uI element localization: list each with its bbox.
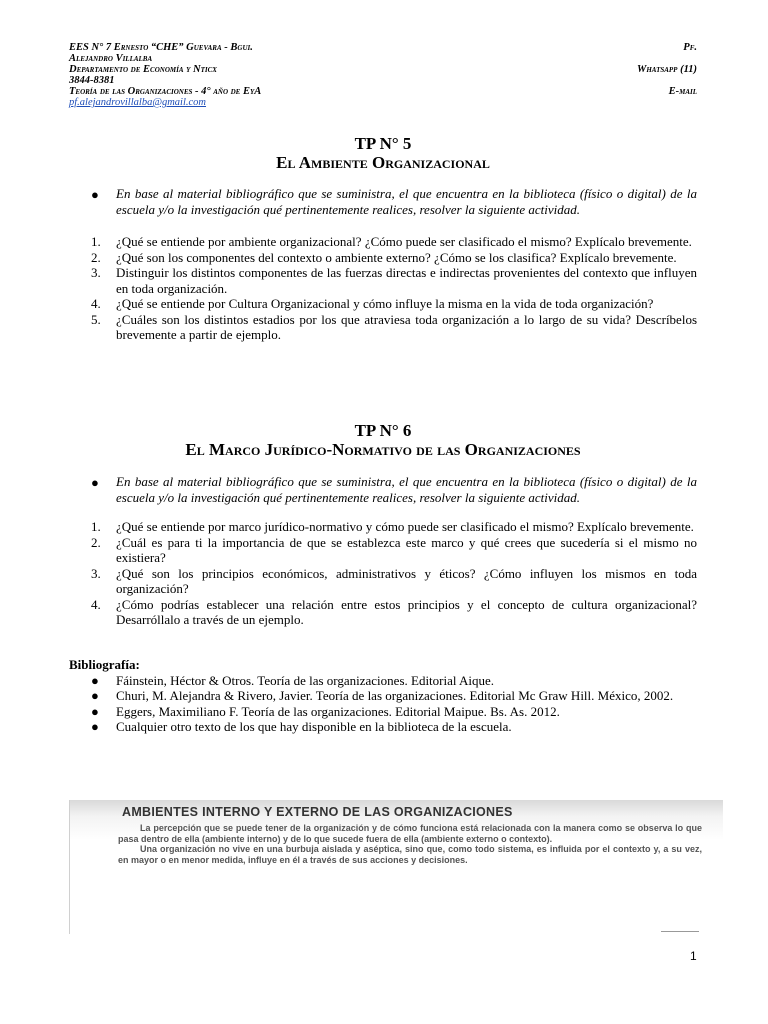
tp6-title: TP N° 6 (354, 421, 412, 440)
bullet-icon: ● (91, 672, 99, 688)
bullet-icon: ● (91, 187, 99, 202)
question-text: ¿Cuáles son los distintos estadios por los que atraviesa toda organización a lo largo de su vida? Descríbelos brevemente a partir de ejemplo. (116, 311, 697, 342)
tp5-question-list (69, 234, 697, 343)
tp6-question-list (69, 519, 697, 628)
bibliography-entry: Churi, M. Alejandra & Rivero, Javier. Teoría de las organizaciones. Editorial Mc Graw Hill. México, 2002. (116, 688, 674, 703)
department: Departamento de Economía y Nticx (69, 64, 217, 75)
question-text: ¿Cuál es para ti la importancia de que se establezca este marco y qué crees que sucedería si el mismo no existiera? (116, 534, 697, 565)
question-text: Distinguir los distintos componentes de las fuerzas directas e indirectas provenientes del contexto que influyen en toda organización. (116, 265, 697, 296)
question-text: ¿Qué se entiende por ambiente organizacional? ¿Cómo puede ser clasificado el mismo? Explícalo brevemente. (116, 234, 692, 249)
tp6-intro (69, 474, 697, 506)
bibliography-heading: Bibliografía: (69, 657, 140, 672)
list-item (69, 566, 697, 597)
tp6-heading (69, 421, 697, 459)
course-name: Teoría de las Organizaciones - 4° año de EyA (69, 86, 262, 97)
tp5-intro-text: En base al material bibliográfico que se suministra, el que encuentra en la biblioteca (físico o digital) de la escuela y/o la investigación qué pertinentemente realices, resolver la siguiente actividad. (116, 186, 697, 217)
page-number: 1 (690, 949, 697, 963)
excerpt-paragraph: Una organización no vive en una burbuja aislada y aséptica, sino que, como todo sistema, es influida por el contexto y, a su vez, en mayor o en menor medida, influye en él a través de sus acciones y decisiones. (118, 844, 702, 865)
divider (661, 931, 699, 932)
question-number: 3. (91, 265, 101, 280)
question-number: 2. (91, 249, 101, 265)
list-item (69, 688, 697, 704)
school-name: EES N° 7 Ernesto “CHE” Guevara - Bgui. (69, 42, 253, 53)
tp6-intro-text: En base al material bibliográfico que se suministra, el que encuentra en la biblioteca (físico o digital) de la escuela y/o la investigación qué pertinentemente realices, resolver la siguiente actividad. (116, 474, 697, 505)
question-number: 2. (91, 534, 101, 550)
list-item (69, 519, 697, 535)
question-number: 3. (91, 565, 101, 581)
tp5-title: TP N° 5 (354, 134, 412, 153)
bibliography (69, 657, 697, 735)
question-number: 4. (91, 596, 101, 612)
whatsapp-label: Whatsapp (11) (637, 64, 697, 75)
professor-name: Alejandro Villalba (69, 53, 153, 64)
list-item (69, 312, 697, 343)
bullet-icon: ● (91, 719, 99, 734)
question-number: 1. (91, 519, 101, 534)
bullet-icon: ● (91, 688, 99, 703)
tp5-intro (69, 186, 697, 218)
scanned-excerpt-image (69, 800, 723, 934)
question-number: 5. (91, 311, 101, 327)
bibliography-entry: Cualquier otro texto de los que hay disponible en la biblioteca de la escuela. (116, 719, 512, 734)
excerpt-body (118, 823, 702, 865)
list-item (69, 265, 697, 296)
professor-label: Pf. (683, 42, 697, 53)
bullet-icon: ● (91, 703, 99, 719)
list-item (69, 535, 697, 566)
question-number: 4. (91, 296, 101, 311)
list-item (69, 719, 697, 735)
question-number: 1. (91, 234, 101, 249)
list-item (69, 704, 697, 720)
phone-number: 3844-8381 (69, 75, 115, 86)
bibliography-entry: Fáinstein, Héctor & Otros. Teoría de las organizaciones. Editorial Aique. (116, 672, 495, 688)
question-text: ¿Qué son los componentes del contexto o ambiente externo? ¿Cómo se los clasifica? Explícalo brevemente. (116, 249, 677, 265)
document-header (69, 42, 697, 108)
list-item (69, 250, 697, 266)
tp5-subtitle: El Ambiente Organizacional (276, 153, 490, 172)
email-label: E-mail (668, 86, 697, 97)
tp5-heading (69, 134, 697, 172)
list-item (69, 296, 697, 312)
question-text: ¿Cómo podrías establecer una relación entre estos principios y el concepto de cultura organizacional? Desarróllalo a través de un ejemplo. (116, 596, 697, 627)
list-item (69, 597, 697, 628)
tp6-subtitle: El Marco Jurídico-Normativo de las Organizaciones (185, 440, 581, 459)
excerpt-title: AMBIENTES INTERNO Y EXTERNO DE LAS ORGANIZACIONES (122, 805, 513, 819)
question-text: ¿Qué se entiende por marco jurídico-normativo y cómo puede ser clasificado el mismo? Explícalo brevemente. (116, 519, 694, 534)
excerpt-paragraph: La percepción que se puede tener de la organización y de cómo funciona está relacionada con la manera como se observa lo que pasa dentro de ella (ambiente interno) y de lo que sucede fuera de ella (ambiente externo o contexto). (118, 823, 702, 844)
list-item (69, 673, 697, 689)
bullet-icon: ● (91, 475, 99, 490)
question-text: ¿Qué son los principios económicos, administrativos y éticos? ¿Cómo influyen los mismos en toda organización? (116, 565, 697, 596)
list-item (69, 234, 697, 250)
email-link[interactable]: pf.alejandrovillalba@gmail.com (69, 97, 207, 108)
bibliography-entry: Eggers, Maximiliano F. Teoría de las organizaciones. Editorial Maipue. Bs. As. 2012. (116, 703, 560, 719)
question-text: ¿Qué se entiende por Cultura Organizacional y cómo influye la misma en la vida de toda organización? (116, 296, 654, 311)
